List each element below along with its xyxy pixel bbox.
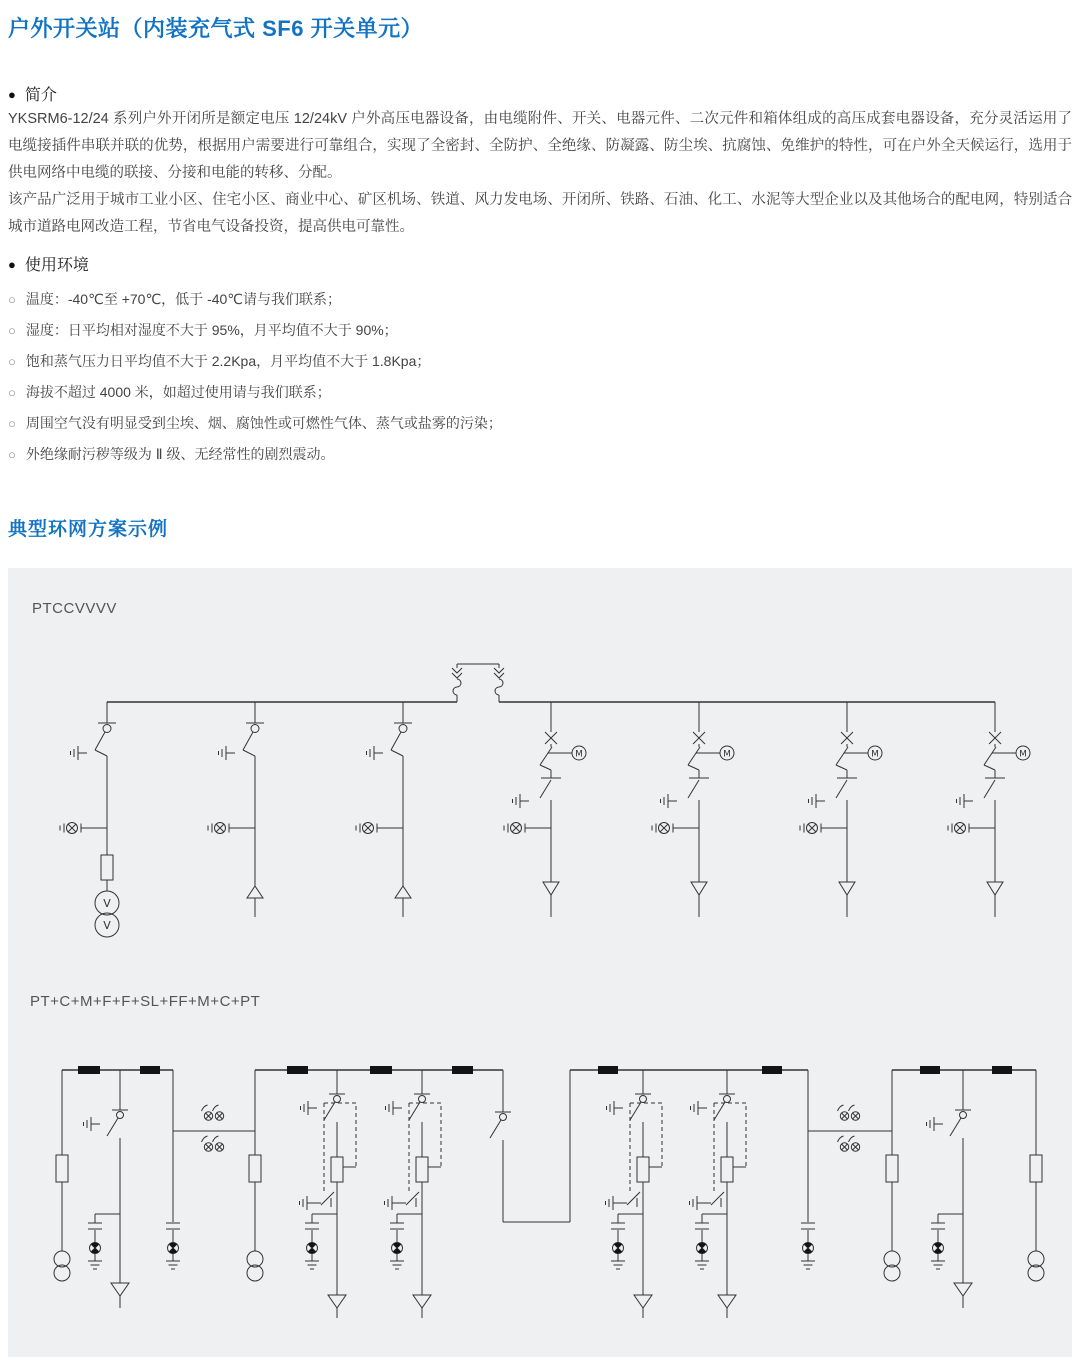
svg-text:M: M [575,749,583,760]
bullet-icon: ● [8,87,16,102]
circle-marker-icon: ○ [8,323,16,338]
svg-text:M: M [1019,749,1027,760]
intro-paragraph-2: 该产品广泛用于城市工业小区、住宅小区、商业中心、矿区机场、铁道、风力发电场、开闭所、铁路、石油、化工、水泥等大型企业以及其他场合的配电网，特别适合城市道路电网改造工程，节省电气设备投资，提高供电可靠性。 [8,192,1072,235]
bullet-icon: ● [8,257,16,272]
intro-paragraph-1: YKSRM6-12/24 系列户外开闭所是额定电压 12/24kV 户外高压电器设备，由电缆附件、开关、电器元件、二次元件和箱体组成的高压成套电器设备，充分灵活运用了电缆接插件串联并联的优势，根据用户需要进行可靠组合，实现了全密封、全防护、全绝缘、防凝露、防尘埃、抗腐蚀、免维护的特性，可在户外全天候运行，选用于供电网络中电缆的联接、分接和电能的转移、分配。 [8,111,1072,181]
env-item-text: 饱和蒸气压力日平均值不大于 2.2Kpa，月平均值不大于 1.8Kpa； [25,353,431,369]
env-item-text: 湿度：日平均相对湿度不大于 95%，月平均值不大于 90%； [25,322,398,338]
env-item-text: 海拔不超过 4000 米，如超过使用请与我们联系； [25,384,331,400]
intro-heading-label: 简介 [24,87,57,104]
page-title: 户外开关站（内装充气式 SF6 开关单元） [8,16,424,41]
circle-marker-icon: ○ [8,385,16,400]
diagram1-label: PTCCVVVV [32,600,117,617]
circle-marker-icon: ○ [8,292,16,307]
circle-marker-icon: ○ [8,447,16,462]
schemes-heading: 典型环网方案示例 [8,519,169,540]
svg-text:M: M [723,749,731,760]
env-item-text: 周围空气没有明显受到尘埃、烟、腐蚀性或可燃性气体、蒸气或盐雾的污染； [25,415,502,431]
env-item-text: 外绝缘耐污秽等级为 Ⅱ 级、无经常性的剧烈震动。 [25,446,335,462]
diagram-drawing [54,664,1044,1318]
circle-marker-icon: ○ [8,354,16,369]
env-item-text: 温度：-40℃至 +70℃，低于 -40℃请与我们联系； [25,291,342,307]
environment-heading-label: 使用环境 [24,257,89,274]
diagram2-label: PT+C+M+F+F+SL+FF+M+C+PT [30,993,261,1010]
circle-marker-icon: ○ [8,416,16,431]
svg-text:V: V [103,897,111,910]
svg-text:V: V [103,919,111,932]
svg-text:M: M [871,749,879,760]
